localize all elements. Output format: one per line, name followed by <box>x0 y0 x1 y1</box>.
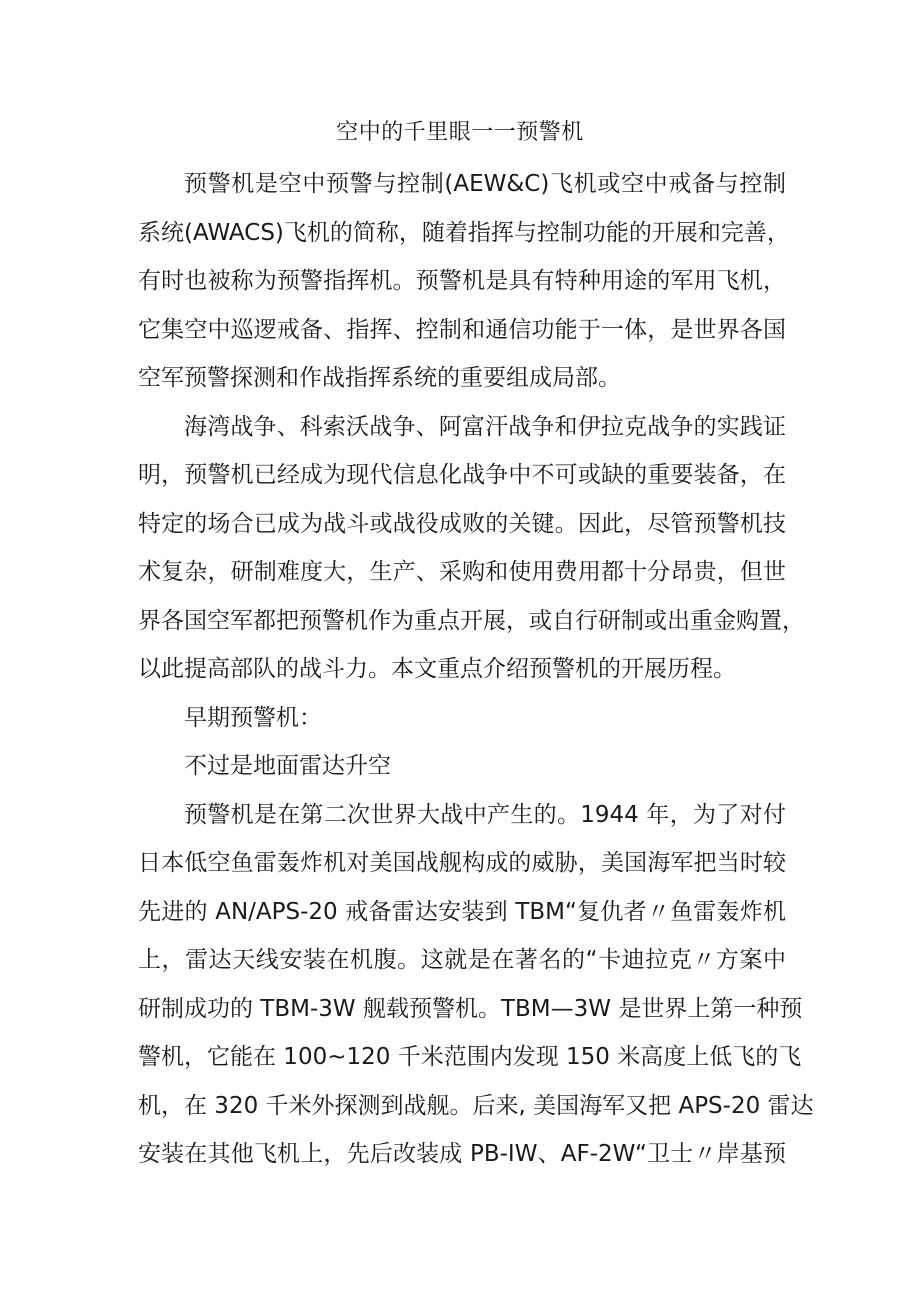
section-subheading <box>138 742 786 791</box>
text-line: 安装在其他飞机上，先后改装成 PB-IW、AF-2W“卫士〃岸基预 <box>138 1141 786 1167</box>
document-body <box>138 160 814 1179</box>
text-line: 明，预警机已经成为现代信息化战争中不可或缺的重要装备，在 <box>138 462 786 488</box>
paragraph <box>138 160 790 403</box>
heading-line: 早期预警机： <box>184 704 322 731</box>
text-line: 以此提高部队的战斗力。本文重点介绍预警机的开展历程。 <box>138 656 736 682</box>
text-line: 术复杂，研制难度大，生产、采购和使用费用都十分昂贵，但世 <box>138 559 786 585</box>
text-line: 预警机是空中预警与控制(AEW&C)飞机或空中戒备与控制 <box>184 171 786 197</box>
paragraph <box>138 791 814 1179</box>
text-line: 特定的场合已成为战斗或战役成败的关键。因此，尽管预警机技 <box>138 510 786 537</box>
text-line: 界各国空军都把预警机作为重点开展，或自行研制或出重金购置， <box>138 607 805 634</box>
text-line: 先进的 AN/APS-20 戒备雷达安装到 TBM“复仇者〃鱼雷轰炸机 <box>138 898 786 925</box>
text-line: 空军预警探测和作战指挥系统的重要组成局部。 <box>138 365 621 391</box>
text-line: 有时也被称为预警指挥机。预警机是具有特种用途的军用飞机， <box>138 268 786 294</box>
document-title: 空中的千里眼一一预警机 <box>336 120 584 145</box>
text-line: 海湾战争、科索沃战争、阿富汗战争和伊拉克战争的实践证 <box>184 413 786 440</box>
paragraph <box>138 403 805 694</box>
text-line: 机，在 320 千米外探测到战舰。后来, 美国海军又把 APS-20 雷达 <box>138 1092 814 1119</box>
text-line: 研制成功的 TBM-3W 舰载预警机。TBM—3W 是世界上第一种预 <box>138 995 803 1022</box>
text-line: 系统(AWACS)飞机的简称，随着指挥与控制功能的开展和完善， <box>138 219 790 246</box>
text-line: 上，雷达天线安装在机腹。这就是在著名的“卡迪拉克〃方案中 <box>138 947 786 973</box>
text-line: 警机，它能在 100~120 千米范围内发现 150 米高度上低飞的飞 <box>138 1044 802 1070</box>
section-heading <box>138 694 786 743</box>
text-line: 它集空中巡逻戒备、指挥、控制和通信功能于一体，是世界各国 <box>138 316 786 343</box>
text-line: 预警机是在第二次世界大战中产生的。1944 年，为了对付 <box>184 801 786 828</box>
text-line: 日本低空鱼雷轰炸机对美国战舰构成的威胁，美国海军把当时较 <box>138 850 786 876</box>
subheading-line: 不过是地面雷达升空 <box>184 753 391 779</box>
